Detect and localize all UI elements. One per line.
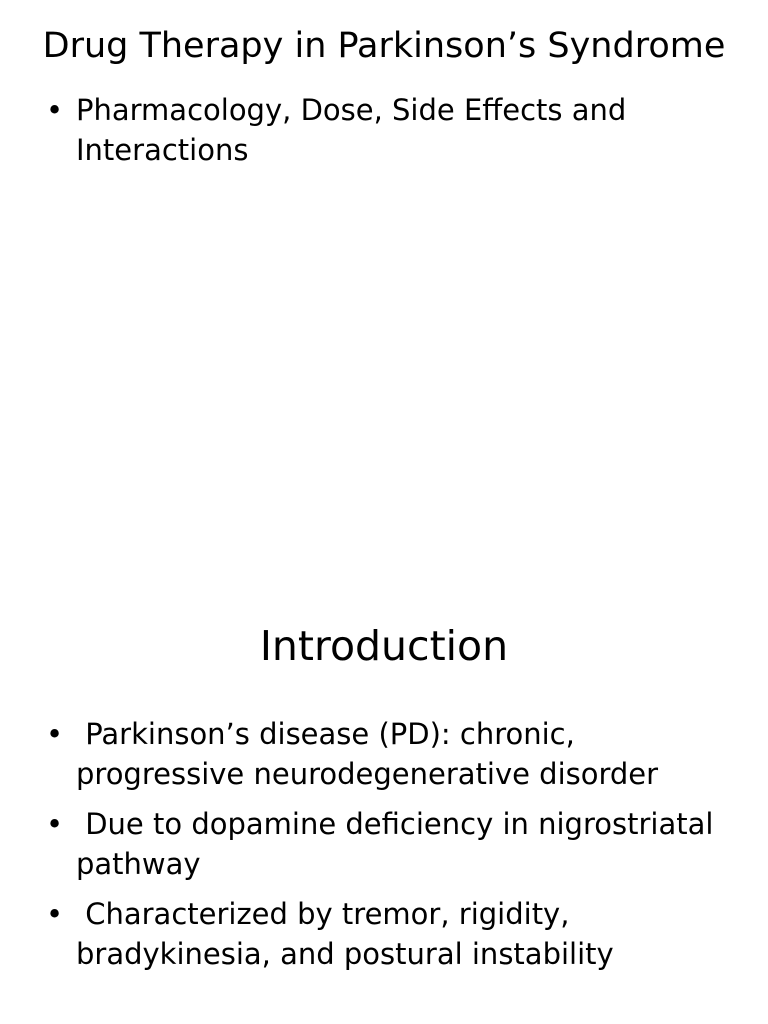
bullet-icon: • [46,93,64,127]
bullet-item [46,894,728,974]
slide-title: Drug Therapy in Parkinson’s Syndrome [42,26,726,66]
bullet-text: Pharmacology, Dose, Side Effects and Interactions [76,93,627,167]
bullet-item [46,90,728,170]
bullet-item [46,714,728,794]
bullet-text: Due to dopamine deficiency in nigrostriatal pathway [76,807,723,881]
bullet-icon: • [46,807,64,841]
bullet-list [0,90,768,170]
slide-2 [0,600,768,1024]
bullet-text: Parkinson’s disease (PD): chronic, progressive neurodegenerative disorder [76,717,659,791]
bullet-text: Characterized by tremor, rigidity, bradykinesia, and postural instability [76,897,614,971]
bullet-list [0,714,768,974]
bullet-item [46,804,728,884]
slide-title: Introduction [259,622,509,670]
bullet-icon: • [46,717,64,751]
bullet-icon: • [46,897,64,931]
